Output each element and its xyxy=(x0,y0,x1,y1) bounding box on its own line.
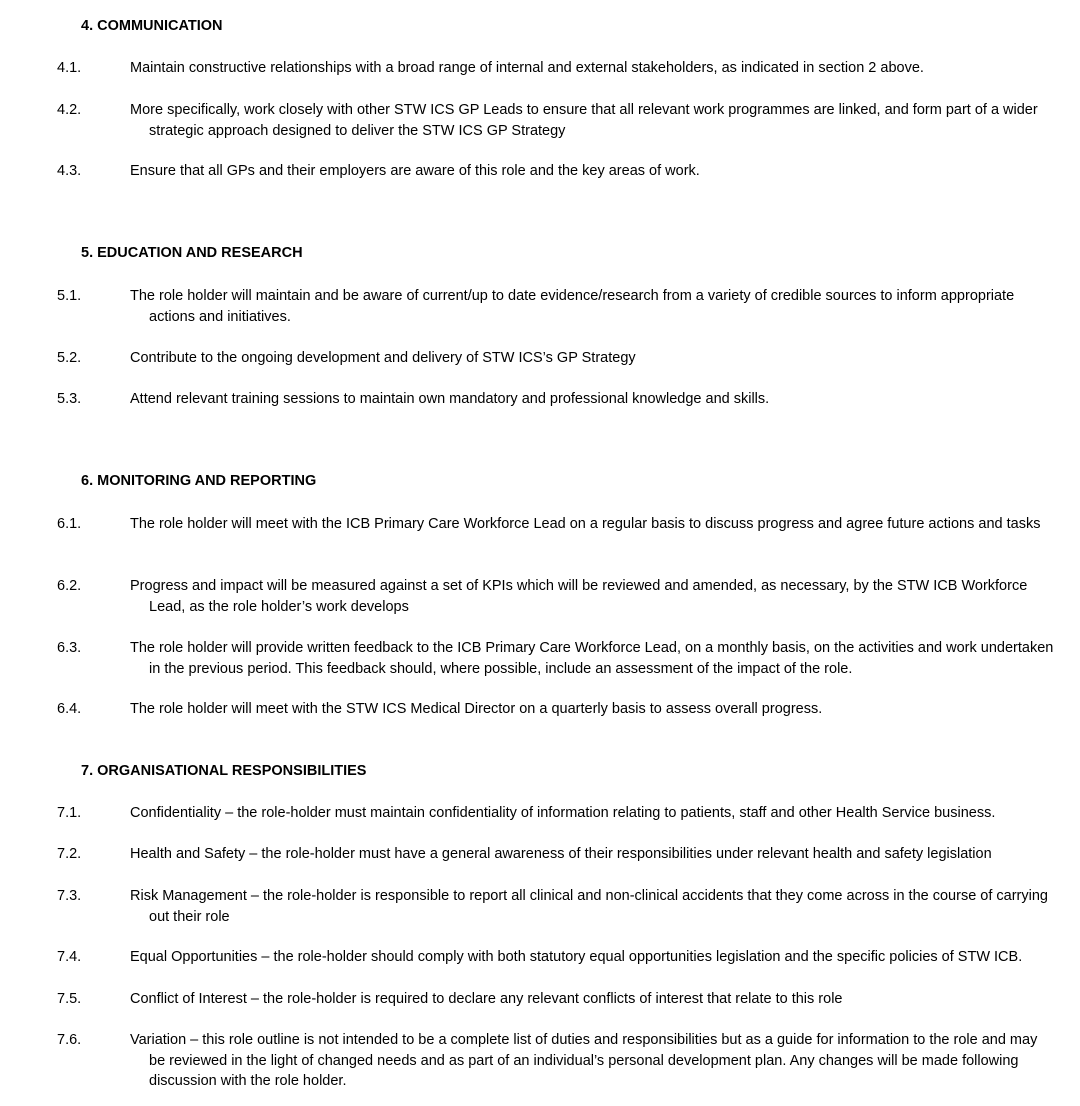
item-number: 6.4. xyxy=(57,701,82,717)
list-item-4-3 xyxy=(57,161,1054,182)
item-text: More specifically, work closely with other STW ICS GP Leads to ensure that all relevant work programmes are linked, and form part of a wider strategic approach designed to deliver the STW ICS GP Strategy xyxy=(130,102,1038,139)
list-item-5-1 xyxy=(57,286,1054,327)
item-text: The role holder will provide written feedback to the ICB Primary Care Workforce Lead, on a monthly basis, on the activities and work undertaken in the previous period. This feedback should, where possible, include an assessment of the impact of the role. xyxy=(130,640,1054,677)
list-item-6-2 xyxy=(57,576,1054,617)
item-text: Health and Safety – the role-holder must have a general awareness of their responsibilities under relevant health and safety legislation xyxy=(130,846,992,862)
list-item-7-3 xyxy=(57,886,1054,927)
item-number: 7.6. xyxy=(57,1032,82,1048)
item-text: Maintain constructive relationships with a broad range of internal and external stakeholders, as indicated in section 2 above. xyxy=(130,60,924,76)
item-number: 6.3. xyxy=(57,640,82,656)
item-number: 6.1. xyxy=(57,516,82,532)
item-number: 7.4. xyxy=(57,949,82,965)
list-item-7-4 xyxy=(57,947,1054,968)
section-heading-organisational-responsibilities: 7. ORGANISATIONAL RESPONSIBILITIES xyxy=(81,763,367,779)
item-number: 7.1. xyxy=(57,805,82,821)
item-text: The role holder will maintain and be aware of current/up to date evidence/research from a variety of credible sources to inform appropriate actions and initiatives. xyxy=(130,288,1015,325)
list-item-7-1 xyxy=(57,803,1054,824)
list-item-5-3 xyxy=(57,389,1054,410)
item-text: The role holder will meet with the ICB Primary Care Workforce Lead on a regular basis to discuss progress and agree future actions and tasks xyxy=(130,516,1041,532)
list-item-7-5 xyxy=(57,989,1054,1010)
item-number: 4.1. xyxy=(57,60,82,76)
list-item-6-3 xyxy=(57,638,1054,679)
item-text: Variation – this role outline is not intended to be a complete list of duties and responsibilities but as a guide for information to the role and may be reviewed in the light of changed needs and as part of an individual’s personal development plan. Any changes will be made following discussion with the role holder. xyxy=(130,1032,1038,1089)
item-text: Equal Opportunities – the role-holder should comply with both statutory equal opportunities legislation and the specific policies of STW ICB. xyxy=(130,949,1023,965)
item-text: Attend relevant training sessions to maintain own mandatory and professional knowledge and skills. xyxy=(130,391,770,407)
list-item-5-2 xyxy=(57,348,1054,369)
item-text: Progress and impact will be measured against a set of KPIs which will be reviewed and amended, as necessary, by the STW ICB Workforce Lead, as the role holder’s work develops xyxy=(130,578,1028,615)
list-item-7-6 xyxy=(57,1030,1054,1092)
item-number: 4.2. xyxy=(57,102,82,118)
list-item-6-4 xyxy=(57,699,1054,720)
item-number: 4.3. xyxy=(57,163,82,179)
list-item-4-2 xyxy=(57,100,1054,141)
item-number: 7.3. xyxy=(57,888,82,904)
item-text: Risk Management – the role-holder is responsible to report all clinical and non-clinical accidents that they come across in the course of carrying out their role xyxy=(130,888,1048,925)
item-number: 5.2. xyxy=(57,350,82,366)
item-number: 7.2. xyxy=(57,846,82,862)
item-text: Contribute to the ongoing development and delivery of STW ICS’s GP Strategy xyxy=(130,350,636,366)
item-number: 5.3. xyxy=(57,391,82,407)
item-text: The role holder will meet with the STW ICS Medical Director on a quarterly basis to assess overall progress. xyxy=(130,701,823,717)
item-number: 7.5. xyxy=(57,991,82,1007)
list-item-4-1 xyxy=(57,58,1054,79)
item-number: 6.2. xyxy=(57,578,82,594)
list-item-7-2 xyxy=(57,844,1054,865)
section-heading-education-and-research: 5. EDUCATION AND RESEARCH xyxy=(81,245,303,261)
list-item-6-1 xyxy=(57,514,1054,535)
section-heading-monitoring-and-reporting: 6. MONITORING AND REPORTING xyxy=(81,473,317,489)
item-number: 5.1. xyxy=(57,288,82,304)
item-text: Conflict of Interest – the role-holder is required to declare any relevant conflicts of interest that relate to this role xyxy=(130,991,843,1007)
item-text: Ensure that all GPs and their employers are aware of this role and the key areas of work. xyxy=(130,163,700,179)
item-text: Confidentiality – the role-holder must maintain confidentiality of information relating to patients, staff and other Health Service business. xyxy=(130,805,996,821)
section-heading-communication: 4. COMMUNICATION xyxy=(81,18,223,34)
